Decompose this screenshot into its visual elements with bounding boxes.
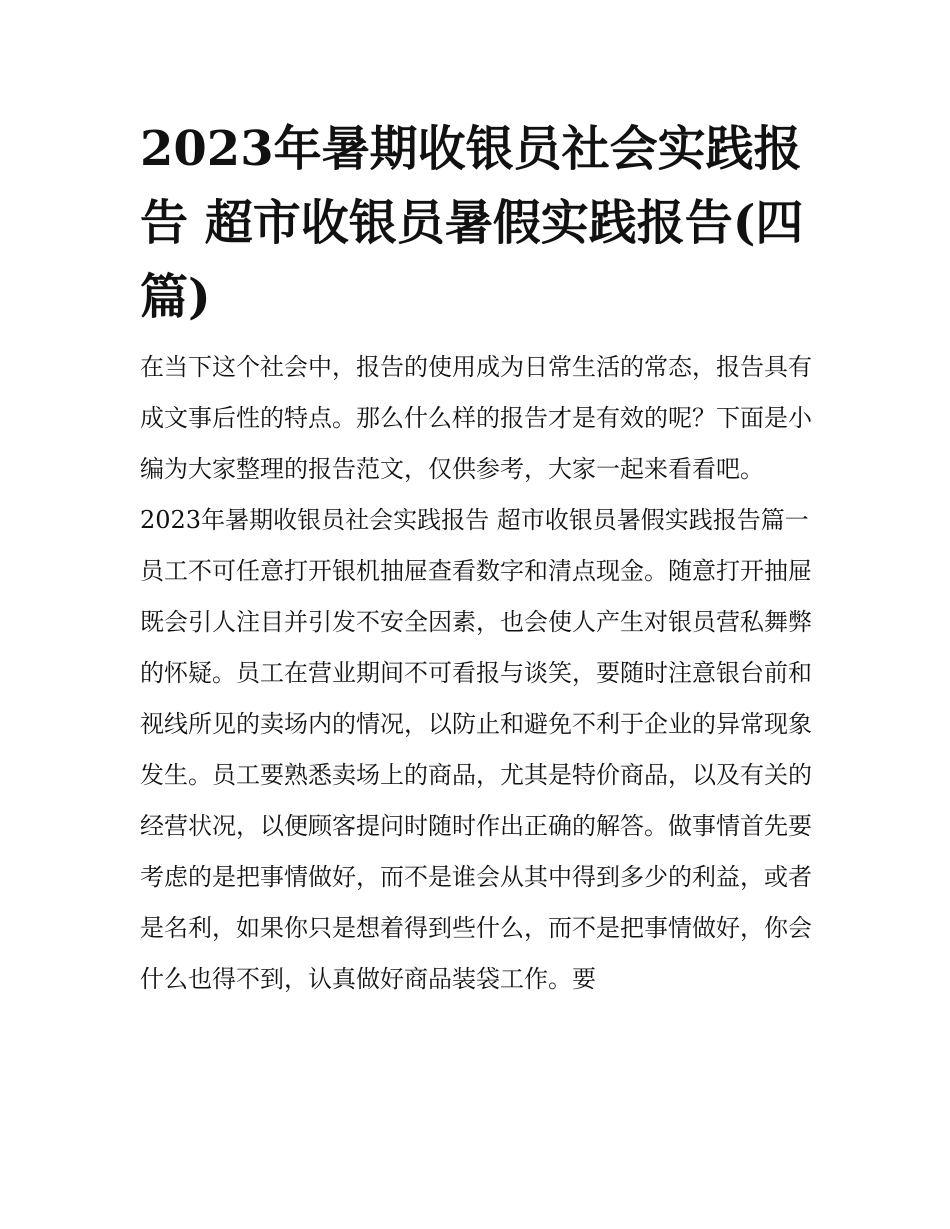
intro-paragraph: 在当下这个社会中，报告的使用成为日常生活的常态，报告具有成文事后性的特点。那么什么样的报告才是有效的呢？下面是小编为大家整理的报告范文，仅供参考，大家一起来看看吧。 <box>140 353 812 483</box>
section-heading: 2023年暑期收银员社会实践报告 超市收银员暑假实践报告篇一 <box>140 506 809 534</box>
document-content <box>140 112 816 1005</box>
body-paragraph: 员工不可任意打开银机抽屉查看数字和清点现金。随意打开抽屉既会引人注目并引发不安全因素，也会使人产生对银员营私舞弊的怀疑。员工在营业期间不可看报与谈笑，要随时注意银台前和视线所见的卖场内的情况，以防止和避免不利于企业的异常现象发生。员工要熟悉卖场上的商品，尤其是特价商品，以及有关的经营状况，以便顾客提问时随时作出正确的解答。做事情首先要考虑的是把事情做好，而不是谁会从其中得到多少的利益，或者是名利，如果你只是想着得到些什么，而不是把事情做好，你会什么也得不到，认真做好商品装袋工作。要 <box>140 557 812 993</box>
document-title: 2023年暑期收银员社会实践报告 超市收银员暑假实践报告(四篇) <box>140 121 804 325</box>
